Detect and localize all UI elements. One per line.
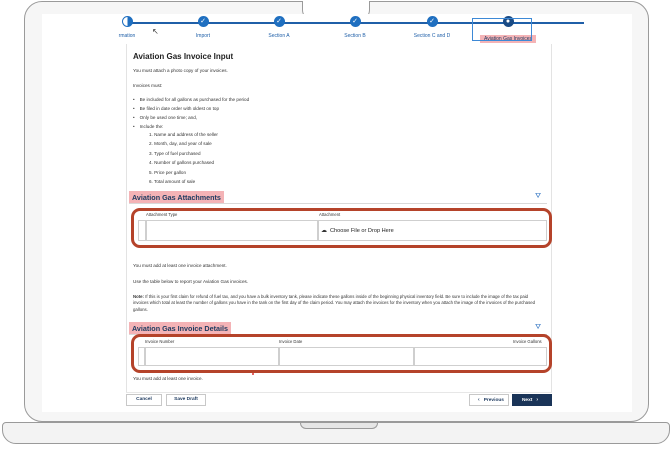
column-header-invoice-date: Invoice Date (279, 339, 303, 344)
attachment-required-message: You must add at least one invoice attachment. (133, 263, 227, 268)
progress-stepper (42, 14, 632, 48)
file-upload-dropzone[interactable] (318, 220, 547, 241)
laptop-base-notch (300, 423, 378, 429)
chevron-left-icon: ‹ (478, 397, 480, 403)
column-header-attachment: Attachment (319, 212, 341, 217)
filter-icon[interactable]: ⛛ (535, 324, 541, 331)
list-item: 1. Name and address of the seller (149, 132, 218, 137)
invoice-form (126, 44, 552, 392)
checkmark-icon: ✓ (198, 16, 209, 27)
step-label: Section C and D (413, 33, 451, 39)
note-body: If this is your first claim for refund of fuel tax, and you have a bulk inventory tank, please indicate these gallons inside of the beginning physical inventory field. Be sure to include the image of the tax paid invoices which total at least the number of gallons you have in the tank on the first day of the claim period. You may attach the invoices for the inventory when you attach the image of the invoices of the purchased gallons. (133, 294, 535, 312)
previous-button-label: Previous (483, 398, 504, 403)
upload-label-text: Choose File or Drop Here (330, 228, 394, 234)
laptop-base (2, 422, 670, 444)
note-text (133, 294, 543, 313)
invoice-details-grid (131, 334, 552, 373)
section-divider (129, 203, 547, 204)
column-header-invoice-number: Invoice Number (145, 339, 175, 344)
attachments-grid (131, 208, 552, 248)
invoice-details-heading: Aviation Gas Invoice Details (129, 322, 231, 335)
list-item: • Be included for all gallons as purchased for the period (133, 97, 249, 102)
chevron-right-icon: › (536, 397, 539, 403)
row-selector[interactable] (138, 220, 146, 241)
step-label: Section A (268, 33, 290, 39)
attachment-type-select[interactable] (146, 220, 318, 241)
form-footer (126, 392, 552, 412)
row-selector[interactable] (138, 347, 145, 366)
step-label: Import (195, 33, 211, 39)
table-intro-text: Use the table below to report your Aviation Gas invoices. (133, 279, 249, 284)
list-item: 3. Type of fuel purchased (149, 151, 201, 156)
step-label: rmation (118, 33, 136, 39)
list-item: • Include the: (133, 124, 163, 129)
list-item: 5. Price per gallon (149, 170, 187, 175)
upload-label (321, 227, 394, 234)
invoice-required-message: You must add at least one invoice. (133, 376, 203, 381)
checkmark-icon: ✓ (350, 16, 361, 27)
next-button[interactable] (512, 394, 552, 406)
invoice-date-input[interactable] (279, 347, 414, 366)
step-label: Section B (344, 33, 366, 39)
filter-icon[interactable]: ⛛ (535, 193, 541, 200)
cloud-upload-icon: ☁ (321, 228, 327, 234)
list-item: 6. Total amount of sale (149, 179, 196, 184)
next-button-label: Next (521, 398, 533, 403)
checkmark-icon: ✓ (427, 16, 438, 27)
step-label: Aviation Gas Invoices (480, 35, 536, 43)
required-indicator (252, 373, 254, 375)
screen (42, 14, 632, 412)
list-item: • Be filed in date order with oldest on top (133, 106, 219, 111)
invoice-gallons-input[interactable] (414, 347, 547, 366)
column-header-invoice-gallons: Invoice Gallons (513, 339, 542, 344)
invoice-number-input[interactable] (145, 347, 279, 366)
list-item: 4. Number of gallons purchased (149, 160, 215, 165)
save-draft-button[interactable]: Save Draft (166, 394, 206, 406)
column-header-attachment-type: Attachment Type (146, 212, 178, 217)
cursor-icon: ↖ (152, 27, 159, 36)
attachments-heading: Aviation Gas Attachments (129, 191, 224, 204)
note-label: Note: (133, 294, 144, 299)
list-item: 2. Month, day, and year of sale (149, 141, 212, 146)
previous-button[interactable] (469, 394, 509, 406)
intro-text: You must attach a photo copy of your invoices. (133, 68, 228, 73)
current-step-icon: ● (503, 16, 514, 27)
list-item: • Only be used one time; and, (133, 115, 197, 120)
cancel-button[interactable]: Cancel (126, 394, 162, 406)
page-title: Aviation Gas Invoice Input (133, 52, 234, 61)
step-complete-icon (122, 16, 133, 27)
invoices-must-label: Invoices must: (133, 83, 163, 88)
active-step-outline (472, 18, 532, 41)
checkmark-icon: ✓ (274, 16, 285, 27)
